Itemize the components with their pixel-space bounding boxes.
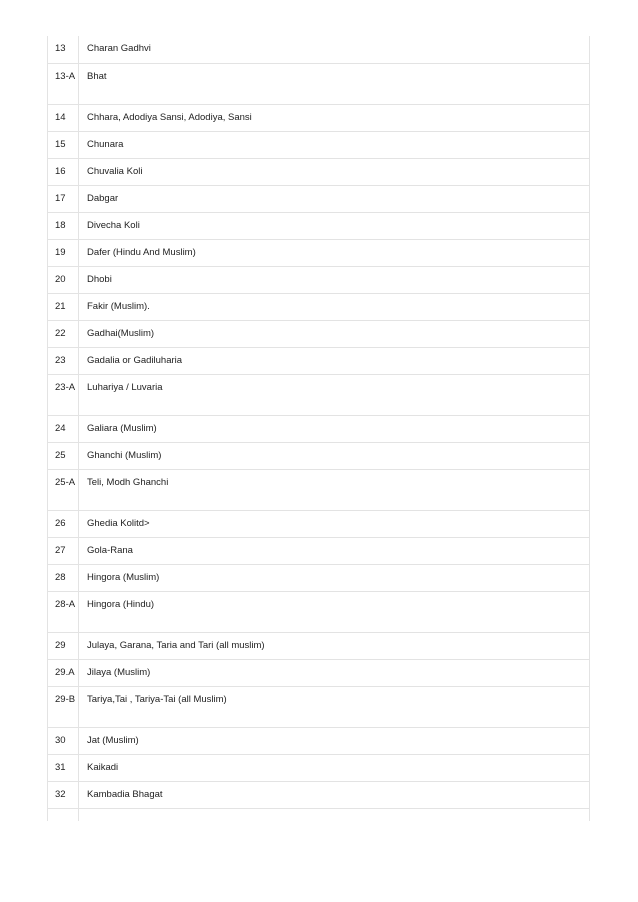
row-community-name: Gadhai(Muslim) bbox=[79, 320, 590, 347]
row-community-name: Dafer (Hindu And Muslim) bbox=[79, 239, 590, 266]
empty-cell bbox=[79, 808, 590, 821]
table-row bbox=[48, 632, 590, 659]
row-community-name: Gola-Rana bbox=[79, 537, 590, 564]
row-number: 20 bbox=[48, 266, 79, 293]
row-community-name: Kaikadi bbox=[79, 754, 590, 781]
row-number: 30 bbox=[48, 727, 79, 754]
row-number: 18 bbox=[48, 212, 79, 239]
table-body bbox=[48, 36, 590, 821]
table-row bbox=[48, 212, 590, 239]
row-number: 26 bbox=[48, 510, 79, 537]
row-number: 16 bbox=[48, 158, 79, 185]
table-row bbox=[48, 754, 590, 781]
row-community-name: Galiara (Muslim) bbox=[79, 415, 590, 442]
row-number: 17 bbox=[48, 185, 79, 212]
row-community-name: Charan Gadhvi bbox=[79, 36, 590, 63]
table-row bbox=[48, 415, 590, 442]
row-community-name: Ghanchi (Muslim) bbox=[79, 442, 590, 469]
table-row bbox=[48, 158, 590, 185]
row-number: 28 bbox=[48, 564, 79, 591]
row-community-name: Hingora (Hindu) bbox=[79, 591, 590, 632]
table-row bbox=[48, 320, 590, 347]
row-number: 21 bbox=[48, 293, 79, 320]
table-row bbox=[48, 131, 590, 158]
row-number: 32 bbox=[48, 781, 79, 808]
row-number: 27 bbox=[48, 537, 79, 564]
table-row bbox=[48, 185, 590, 212]
table-row bbox=[48, 469, 590, 510]
row-community-name: Tariya,Tai , Tariya-Tai (all Muslim) bbox=[79, 686, 590, 727]
row-community-name: Julaya, Garana, Taria and Tari (all muslim) bbox=[79, 632, 590, 659]
row-community-name: Dhobi bbox=[79, 266, 590, 293]
row-community-name: Bhat bbox=[79, 63, 590, 104]
row-community-name: Chuvalia Koli bbox=[79, 158, 590, 185]
row-community-name: Chhara, Adodiya Sansi, Adodiya, Sansi bbox=[79, 104, 590, 131]
community-list-table bbox=[47, 36, 590, 821]
table-row bbox=[48, 686, 590, 727]
row-number: 13-A bbox=[48, 63, 79, 104]
table-row bbox=[48, 266, 590, 293]
row-community-name: Gadalia or Gadiluharia bbox=[79, 347, 590, 374]
table-row-continued bbox=[48, 808, 590, 821]
row-number: 29 bbox=[48, 632, 79, 659]
row-number: 23 bbox=[48, 347, 79, 374]
empty-cell bbox=[48, 808, 79, 821]
row-number: 29.A bbox=[48, 659, 79, 686]
table-row bbox=[48, 347, 590, 374]
row-community-name: Divecha Koli bbox=[79, 212, 590, 239]
row-number: 22 bbox=[48, 320, 79, 347]
row-number: 24 bbox=[48, 415, 79, 442]
table-row bbox=[48, 293, 590, 320]
row-number: 25-A bbox=[48, 469, 79, 510]
table-row bbox=[48, 564, 590, 591]
table-row bbox=[48, 374, 590, 415]
row-community-name: Jat (Muslim) bbox=[79, 727, 590, 754]
row-community-name: Hingora (Muslim) bbox=[79, 564, 590, 591]
row-community-name: Dabgar bbox=[79, 185, 590, 212]
row-community-name: Fakir (Muslim). bbox=[79, 293, 590, 320]
row-number: 28-A bbox=[48, 591, 79, 632]
row-number: 15 bbox=[48, 131, 79, 158]
row-number: 13 bbox=[48, 36, 79, 63]
table-row bbox=[48, 659, 590, 686]
table-row bbox=[48, 591, 590, 632]
row-community-name: Teli, Modh Ghanchi bbox=[79, 469, 590, 510]
table-row bbox=[48, 63, 590, 104]
row-community-name: Jilaya (Muslim) bbox=[79, 659, 590, 686]
row-community-name: Chunara bbox=[79, 131, 590, 158]
table-row bbox=[48, 36, 590, 63]
table-row bbox=[48, 510, 590, 537]
row-community-name: Luhariya / Luvaria bbox=[79, 374, 590, 415]
table-row bbox=[48, 727, 590, 754]
row-number: 31 bbox=[48, 754, 79, 781]
row-community-name: Ghedia Kolitd> bbox=[79, 510, 590, 537]
row-number: 25 bbox=[48, 442, 79, 469]
table-row bbox=[48, 442, 590, 469]
row-number: 23-A bbox=[48, 374, 79, 415]
table-row bbox=[48, 537, 590, 564]
row-number: 19 bbox=[48, 239, 79, 266]
row-number: 14 bbox=[48, 104, 79, 131]
row-community-name: Kambadia Bhagat bbox=[79, 781, 590, 808]
table-row bbox=[48, 104, 590, 131]
row-number: 29-B bbox=[48, 686, 79, 727]
table-row bbox=[48, 781, 590, 808]
table-row bbox=[48, 239, 590, 266]
